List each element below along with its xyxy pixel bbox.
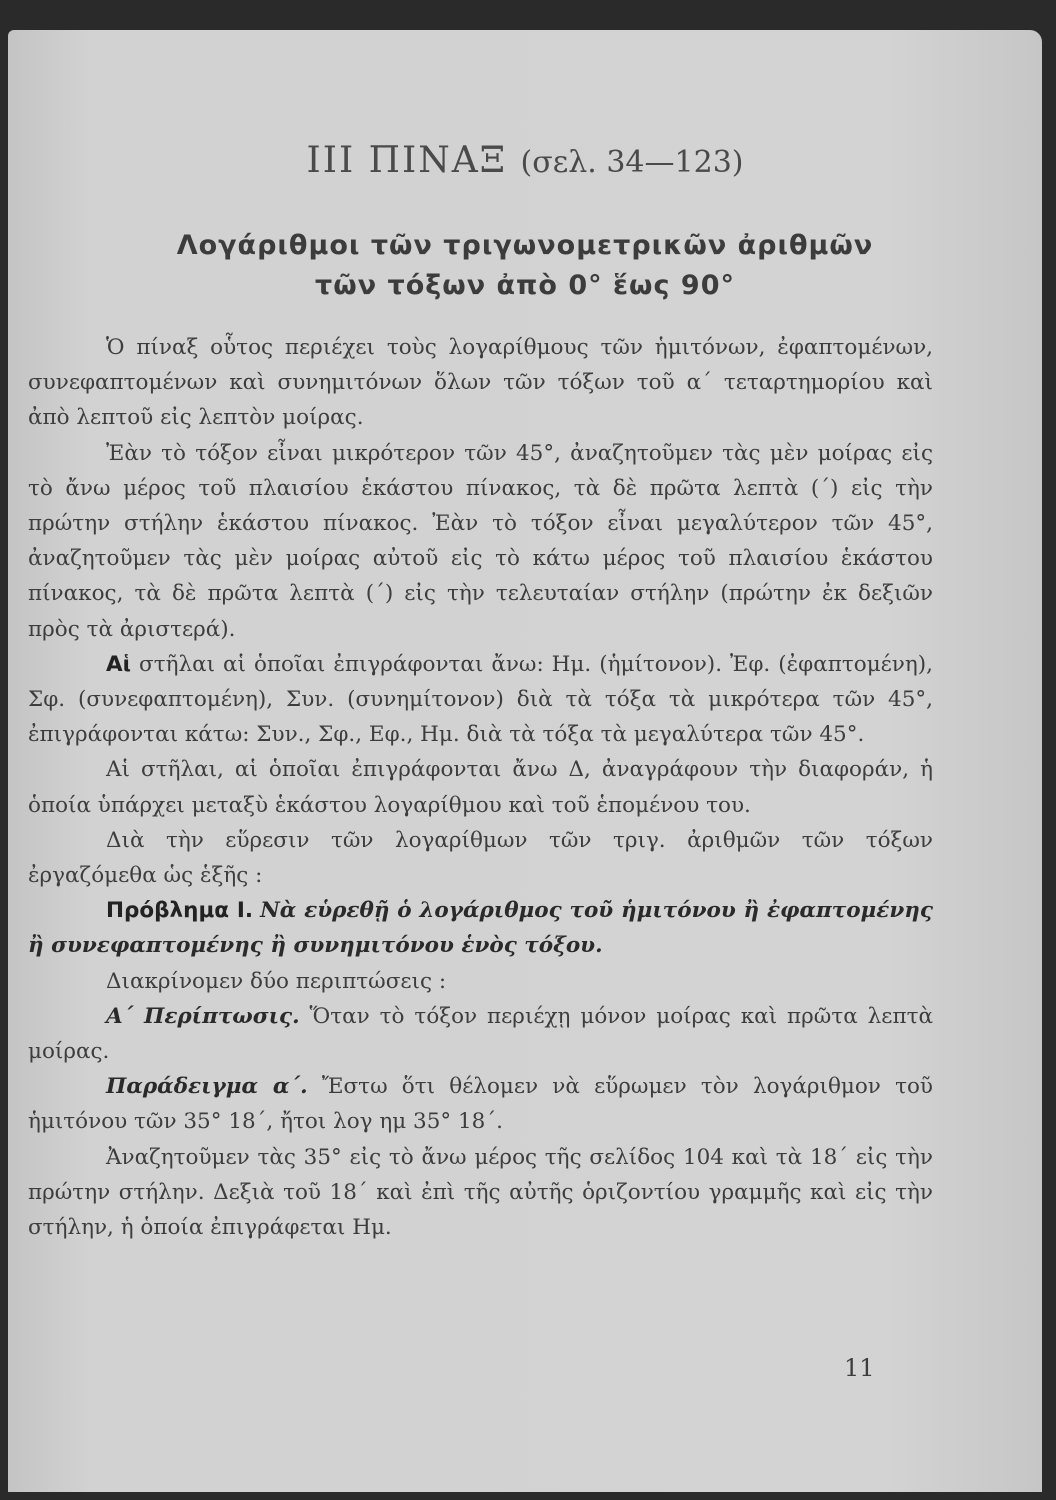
paragraph-cases: Διακρίνομεν δύο περιπτώσεις : <box>106 968 447 994</box>
example-text: Ἔστω ὅτι θέλομεν νὰ εὕρωμεν τὸν λογάριθμον τοῦ ἡμιτόνου τῶν 35° 18΄, ἤτοι λογ ημ 35° 18΄. <box>28 1074 933 1135</box>
heading-main: III ΠΙΝΑΞ <box>306 140 508 181</box>
problem-label: Πρόβλημα Ι. <box>106 898 253 924</box>
book-page <box>8 30 1042 1492</box>
page-heading <box>8 140 1042 181</box>
paragraph-problem <box>28 893 933 963</box>
paragraph-case-a <box>28 999 933 1069</box>
case-text: Ὅταν τὸ τόξον περιέχῃ μόνον μοίρας καὶ πρῶτα λεπτὰ μοίρας. <box>28 1003 933 1065</box>
subtitle-line-2: τῶν τόξων ἀπὸ 0° ἕως 90° <box>315 270 735 301</box>
case-label: Α΄ Περίπτωσις. <box>106 1003 300 1029</box>
paragraph-method: Διὰ τὴν εὕρεσιν τῶν λογαρίθμων τῶν τριγ. ἀριθμῶν τῶν τόξων ἐργαζόμεθα ὡς ἑξῆς : <box>28 827 933 889</box>
paragraph-columns <box>28 647 933 753</box>
paragraph-intro: Ὁ πίναξ οὗτος περιέχει τοὺς λογαρίθμους τῶν ἡμιτόνων, ἐφαπτομένων, συνεφαπτομένων καὶ συνημιτόνων ὅλων τῶν τόξων τοῦ α΄ τεταρτημορίου καὶ ἀπὸ λεπτοῦ εἰς λεπτὸν μοίρας. <box>28 335 933 431</box>
paragraph-example <box>28 1069 933 1139</box>
heading-page-range: (σελ. 34—123) <box>520 145 744 180</box>
paragraph-columns-lead: Αἱ <box>106 651 132 677</box>
problem-statement: Νὰ εὑρεθῇ ὁ λογάριθμος τοῦ ἡμιτόνου ἢ ἐφαπτομένης ἢ συνεφαπτομένης ἢ συνημιτόνου ἑνὸς τόξου. <box>28 898 934 959</box>
paragraph-difference: Αἱ στῆλαι, αἱ ὁποῖαι ἐπιγράφονται ἄνω Δ, ἀναγράφουν τὴν διαφοράν, ἡ ὁποία ὑπάρχει μεταξὺ ἑκάστου λογαρίθμου καὶ τοῦ ἑπομένου του. <box>28 757 933 818</box>
example-label: Παράδειγμα α΄. <box>106 1074 308 1100</box>
page-number: 11 <box>844 1354 875 1382</box>
paragraph-columns-text: στῆλαι αἱ ὁποῖαι ἐπιγράφονται ἄνω: Ημ. (ἡμίτονον). Ἐφ. (ἐφαπτομένη), Σφ. (συνεφαπτομένη), Συν. (συνημίτονον) διὰ τὰ τόξα τὰ μικρότερα τῶν 45°, ἐπιγράφονται κάτω: Συν., Σφ., Εφ., Ημ. διὰ τὰ τόξα τὰ μεγαλύτερα τῶν 45°. <box>28 651 933 748</box>
subtitle-line-1: Λογάριθμοι τῶν τριγωνομετρικῶν ἀριθμῶν <box>176 230 874 261</box>
paragraph-arc-lookup: Ἐὰν τὸ τόξον εἶναι μικρότερον τῶν 45°, ἀναζητοῦμεν τὰς μὲν μοίρας εἰς τὸ ἄνω μέρος τοῦ πλαισίου ἑκάστου πίνακος, τὰ δὲ πρῶτα λεπτὰ (΄) εἰς τὴν πρώτην στήλην ἑκάστου πίνακος. Ἐὰν τὸ τόξον εἶναι μεγαλύτερον τῶν 45°, ἀναζητοῦμεν τὰς μὲν μοίρας αὐτοῦ εἰς τὸ κάτω μέρος τοῦ πλαισίου ἑκάστου πίνακος, τὰ δὲ πρῶτα λεπτὰ (΄) εἰς τὴν τελευταίαν στήλην (πρώτην ἐκ δεξιῶν πρὸς τὰ ἀριστερά). <box>28 440 933 642</box>
body-text <box>28 330 933 1245</box>
paragraph-lookup-steps: Ἀναζητοῦμεν τὰς 35° εἰς τὸ ἄνω μέρος τῆς σελίδος 104 καὶ τὰ 18΄ εἰς τὴν πρώτην στήλην. Δεξιὰ τοῦ 18΄ καὶ ἐπὶ τῆς αὐτῆς ὁριζοντίου γραμμῆς καὶ εἰς τὴν στήλην, ἡ ὁποία ἐπιγράφεται Ημ. <box>28 1144 933 1241</box>
